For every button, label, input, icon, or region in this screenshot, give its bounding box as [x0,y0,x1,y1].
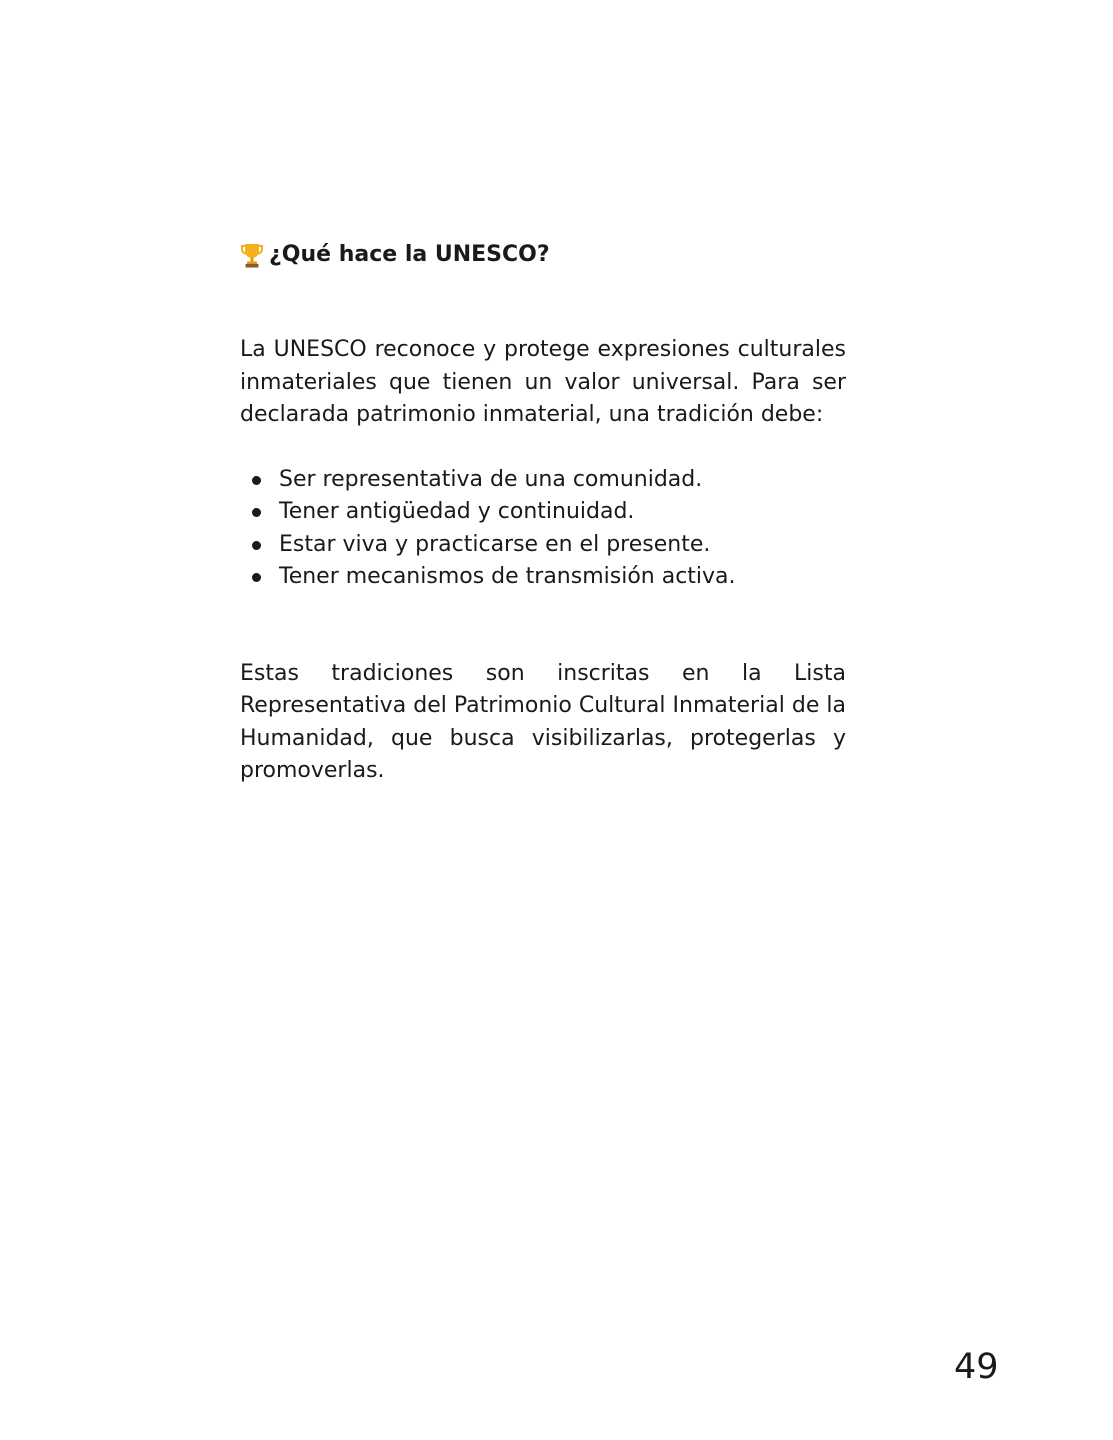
list-item-text: Ser representativa de una comunidad. [279,466,703,492]
bullet-icon [252,573,261,582]
requirements-list [240,464,846,594]
list-item [240,561,846,594]
section-heading [240,238,846,272]
page-content [240,238,846,788]
bullet-icon [252,476,261,485]
list-item-text: Estar viva y practicarse en el presente. [279,531,711,557]
list-item [240,529,846,562]
list-item-text: Tener antigüedad y continuidad. [279,499,635,524]
trophy-icon [240,242,264,268]
closing-paragraph: Estas tradiciones son inscritas en la Lista Representativa del Patrimonio Cultural Inmaterial de la Humanidad, que busca visibilizarlas, protegerlas y promoverlas. [240,660,846,783]
list-item-text: Tener mecanismos de transmisión activa. [279,564,736,589]
bullet-icon [252,508,261,517]
intro-paragraph: La UNESCO reconoce y protege expresiones culturales inmateriales que tienen un valor universal. Para ser declarada patrimonio inmaterial, una tradición debe: [240,337,846,427]
page-number: 49 [954,1347,999,1387]
list-item [240,496,846,529]
list-item [240,464,846,497]
bullet-icon [252,541,261,550]
section-title: ¿Qué hace la UNESCO? [269,242,550,267]
